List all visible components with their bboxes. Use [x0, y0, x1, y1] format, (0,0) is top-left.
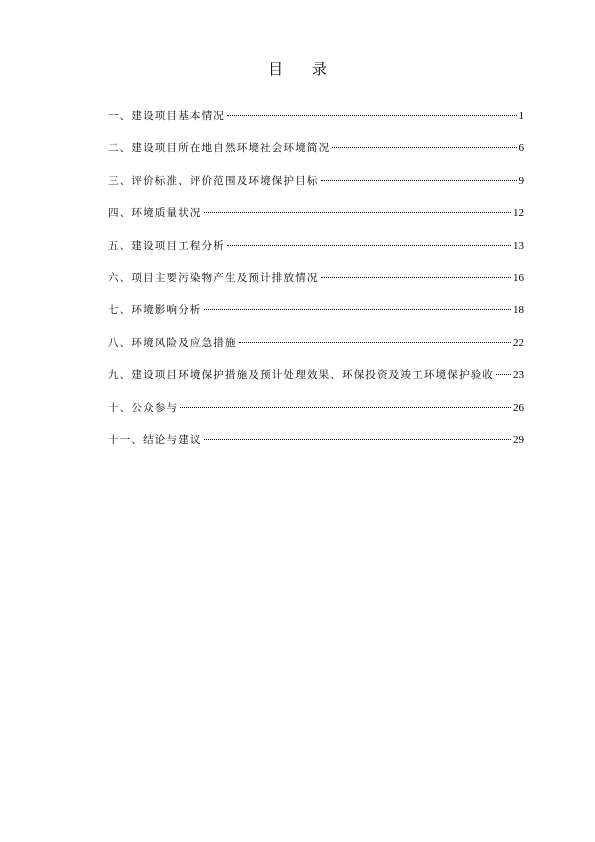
- toc-entry-title: 十一、结论与建议: [108, 433, 202, 446]
- toc-leader-dots: [227, 115, 517, 116]
- toc-entry-page: 23: [513, 369, 524, 382]
- toc-entry[interactable]: [108, 400, 524, 432]
- toc-entry[interactable]: [108, 238, 524, 270]
- toc-entry-page: 12: [513, 207, 524, 220]
- toc-leader-dots: [321, 180, 517, 181]
- toc-leader-dots: [204, 439, 511, 440]
- toc-entry-title: 九、建设项目环境保护措施及预计处理效果、环保投资及竣工环境保护验收: [108, 369, 495, 382]
- toc-entry[interactable]: [108, 335, 524, 367]
- toc-entry-title: 二、建设项目所在地自然环境社会环境简况: [108, 142, 331, 155]
- toc-entry-page: 1: [518, 110, 524, 122]
- toc-entry-page: 13: [513, 239, 524, 252]
- toc-leader-dots: [332, 147, 516, 148]
- toc-leader-dots: [239, 342, 511, 343]
- toc-entry-title: 一、建设项目基本情况: [108, 110, 225, 122]
- page-title: 目 录: [268, 60, 339, 78]
- toc-entry[interactable]: [108, 108, 524, 140]
- toc-entry-page: 22: [513, 336, 524, 349]
- toc-entry-page: 29: [513, 433, 524, 446]
- toc-entry-page: 6: [518, 142, 524, 155]
- toc-leader-dots: [204, 212, 511, 213]
- toc-leader-dots: [496, 374, 511, 375]
- toc-entry-title: 五、建设项目工程分析: [108, 239, 225, 252]
- toc-entry-page: 16: [513, 271, 524, 284]
- table-of-contents: [108, 108, 524, 464]
- toc-leader-dots: [180, 407, 511, 408]
- toc-leader-dots: [204, 309, 511, 310]
- toc-entry[interactable]: [108, 140, 524, 172]
- toc-entry-title: 三、评价标准、评价范围及环境保护目标: [108, 174, 319, 187]
- toc-entry[interactable]: [108, 367, 524, 399]
- toc-entry-title: 四、环境质量状况: [108, 207, 202, 220]
- toc-entry[interactable]: [108, 173, 524, 205]
- toc-entry-title: 八、环境风险及应急措施: [108, 336, 237, 349]
- toc-entry-page: 18: [513, 304, 524, 317]
- toc-entry-title: 十、公众参与: [108, 401, 179, 414]
- toc-leader-dots: [227, 245, 511, 246]
- toc-entry[interactable]: [108, 432, 524, 464]
- toc-entry-title: 七、环境影响分析: [108, 304, 202, 317]
- toc-entry[interactable]: [108, 205, 524, 237]
- toc-entry-title: 六、项目主要污染物产生及预计排放情况: [108, 271, 319, 284]
- toc-entry[interactable]: [108, 302, 524, 334]
- toc-entry[interactable]: [108, 270, 524, 302]
- toc-entry-page: 26: [513, 401, 524, 414]
- toc-entry-page: 9: [518, 174, 524, 187]
- toc-leader-dots: [321, 277, 511, 278]
